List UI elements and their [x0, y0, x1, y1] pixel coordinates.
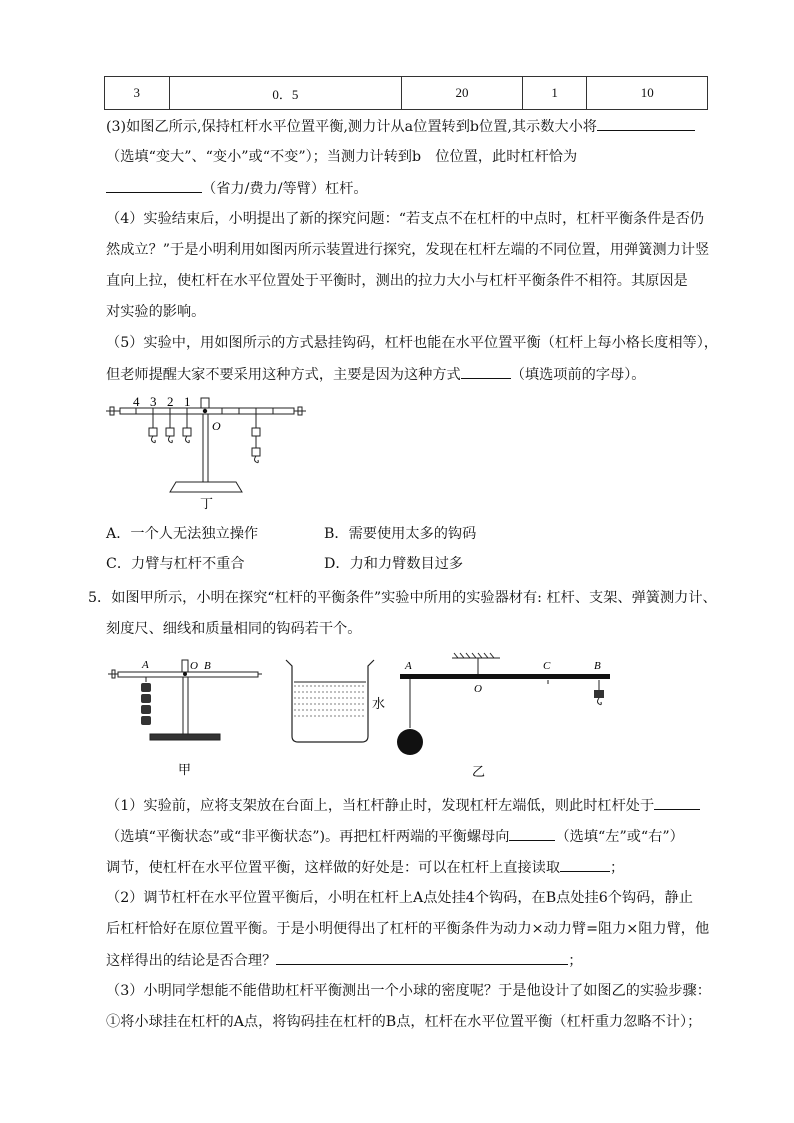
p1-line1: （1）实验前，应将支架放在台面上，当杠杆静止时，发现杠杆左端低，则此时杠杆处于	[106, 795, 700, 816]
hook-weight	[594, 690, 604, 698]
point-b-label: B	[204, 660, 211, 672]
mark-1: 1	[184, 394, 191, 409]
pivot-label: O	[212, 419, 221, 433]
q4-line1: （4）实验结束后，小明提出了新的探究问题：“若支点不在杠杆的中点时，杠杆平衡条件是否仍	[106, 211, 704, 227]
stand-base	[170, 482, 242, 492]
table-cell: 3	[105, 77, 170, 110]
point-a-label: A	[142, 659, 149, 671]
table-cell: 1	[522, 77, 587, 110]
figure-caption: 乙	[472, 764, 486, 779]
figure-jia	[104, 652, 264, 778]
q5sub-line2: 但老师提醒大家不要采用这种方式，主要是因为这种方式 （填选项前的字母）。	[106, 364, 645, 385]
mark-3: 3	[150, 394, 157, 409]
option-d[interactable]: D．力和力臂数目过多	[324, 556, 464, 572]
q4-line2: 然成立？”于是小明利用如图丙所示装置进行探究，发现在杠杆左端的不同位置，用弹簧测力计竖	[106, 242, 710, 258]
q5-line1: 5．如图甲所示，小明在探究“杠杆的平衡条件”实验中所用的实验器材有: 杠杆、支架、弹簧测力计、	[88, 590, 717, 606]
answer-blank[interactable]	[106, 178, 202, 193]
beaker-figure	[280, 656, 390, 748]
hook-weights	[141, 683, 151, 725]
mark-2: 2	[167, 394, 174, 409]
figure-yi	[390, 650, 620, 780]
option-c[interactable]: C．力臂与杠杆不重合	[106, 556, 245, 572]
data-table	[104, 76, 708, 110]
table-cell: 10	[587, 77, 708, 110]
lever-bar	[400, 674, 610, 679]
table-row	[105, 77, 708, 110]
q4-line3: 直向上拉，使杠杆在水平位置处于平衡时，测出的拉力大小与杠杆平衡条件不相符。其原因是	[106, 273, 688, 289]
figure-caption: 甲	[178, 762, 192, 777]
q5-line2: 刻度尺、细线和质量相同的钩码若干个。	[106, 621, 362, 637]
ball	[397, 729, 423, 755]
p2-line2: 后杠杆恰好在原位置平衡。于是小明便得出了杠杆的平衡条件为动力×动力臂=阻力×阻力臂，他	[106, 921, 710, 937]
point-c-label: C	[543, 660, 551, 672]
point-o-label: O	[474, 683, 482, 695]
point-o-label: O	[190, 660, 198, 672]
point-b-label: B	[594, 660, 601, 672]
answer-blank[interactable]	[461, 364, 511, 379]
water-label: 水	[372, 696, 386, 711]
p1-line3: 调节，使杠杆在水平位置平衡，这样做的好处是：可以在杠杆上直接读取 ；	[106, 857, 624, 878]
answer-blank[interactable]	[597, 116, 695, 131]
mark-4: 4	[133, 394, 140, 409]
q4-line4: 对实验的影响。	[106, 304, 206, 320]
pivot-point	[203, 409, 207, 413]
table-cell: 20	[402, 77, 523, 110]
p2-line1: （2）调节杠杆在水平位置平衡后，小明在杠杆上A点处挂4个钩码，在B点处挂6个钩码，静止	[106, 890, 693, 906]
answer-blank[interactable]	[560, 857, 610, 872]
answer-blank[interactable]	[654, 795, 700, 810]
q5sub-line1: （5）实验中，用如图所示的方式悬挂钩码，杠杆也能在水平位置平衡（杠杆上每小格长度相等），	[106, 335, 718, 351]
p2-line3: 这样得出的结论是否合理？ ；	[106, 950, 582, 971]
option-a[interactable]: A．一个人无法独立操作	[106, 526, 259, 542]
stand-base	[150, 734, 220, 740]
option-b[interactable]: B．需要使用太多的钩码	[324, 526, 477, 542]
point-a-label: A	[405, 660, 412, 672]
p3-line1: （3）小明同学想能不能借助杠杆平衡测出一个小球的密度呢？于是他设计了如图乙的实验步骤：	[106, 983, 711, 999]
figure-ding	[100, 394, 310, 514]
table-cell: 0．5	[169, 77, 402, 110]
q3-line1: (3)如图乙所示,保持杠杆水平位置平衡,测力计从a位置转到b位置,其示数大小将	[106, 116, 695, 137]
figure-caption: 丁	[200, 496, 214, 511]
answer-blank[interactable]	[509, 826, 555, 841]
q3-line3: （省力/费力/等臂）杠杆。	[106, 178, 368, 199]
p3-line2: ①将小球挂在杠杆的A点，将钩码挂在杠杆的B点，杠杆在水平位置平衡（杠杆重力忽略不计）；	[106, 1014, 702, 1030]
p1-line2: （选填“平衡状态”或“非平衡状态”)。再把杠杆两端的平衡螺母向 （选填“左”或“右”）	[106, 826, 684, 847]
q3-line2: （选填“变大”、“变小”或“不变”）；当测力计转到b 位位置，此时杠杆恰为	[106, 149, 578, 165]
answer-blank[interactable]	[276, 950, 568, 965]
